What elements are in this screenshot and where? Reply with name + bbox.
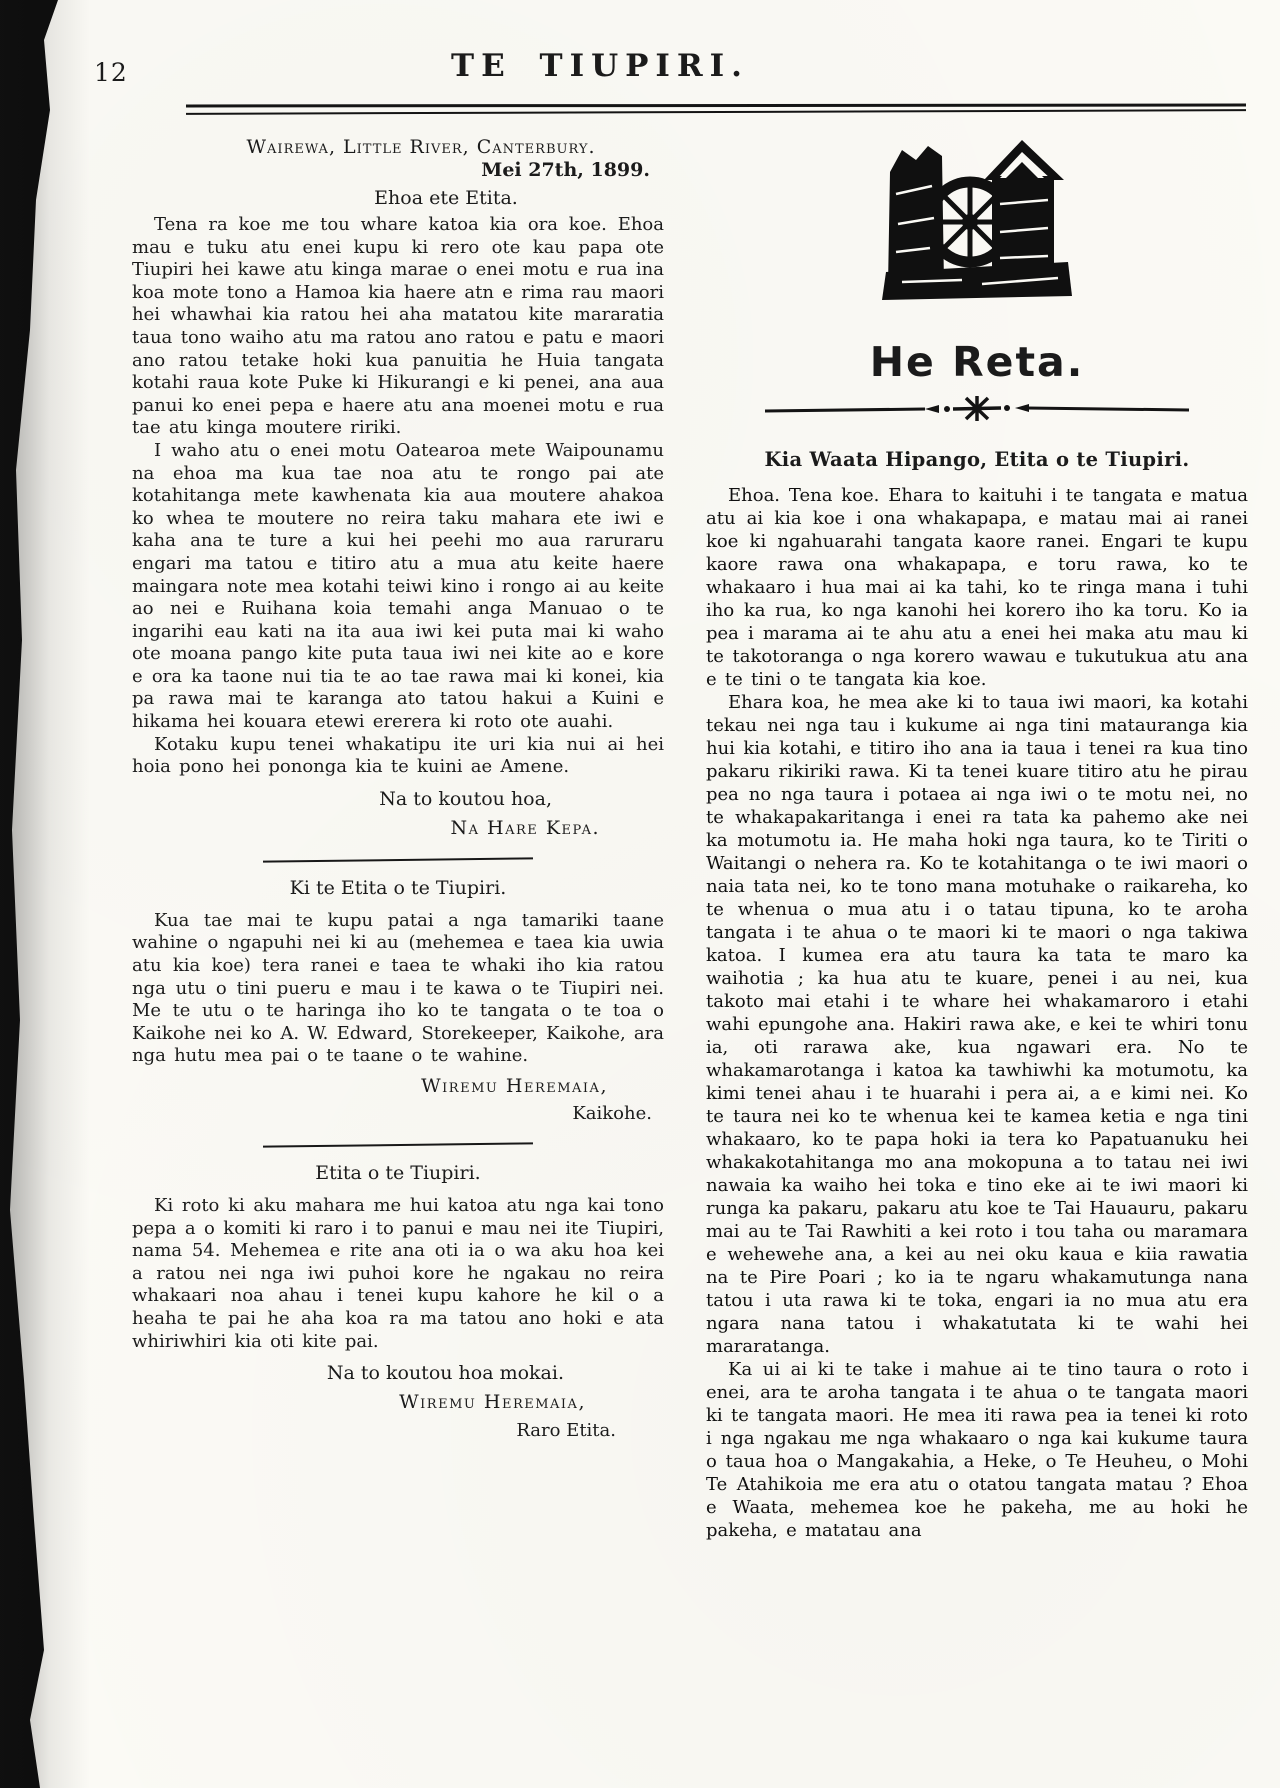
header-rule: [186, 103, 1246, 115]
paragraph: Tena ra koe me tou whare katoa kia ora koe. Ehoa mau e tuku atu enei kupu ki rero ote kau papa ote Tiupiri hei kawe atu kinga marae o enei motu e rua ina koa mote tono a Hamoa kia haere atn e rima rau maori hei whawhai kia ratou hei aha matatou kite mararatia taua tono waiho atu ma ratou ano ratou e patu e maori ano ratou tetake hoki kua panuitia he Huia tangata kotahi raua kote Puke ki Hikurangi e ki penei, ana aua panui ko enei pepa e haere atu ana moenei motu e rua tae atu kinga moutere ririki.: [132, 214, 664, 439]
letter-signature-place: Kaikohe.: [572, 1103, 652, 1124]
right-column: [706, 120, 1248, 1785]
star-ornament-icon: [757, 394, 1197, 424]
letter-dateline-place: Wairewa, Little River, Canterbury.: [246, 136, 596, 158]
scan-edge-artifact: [0, 0, 62, 1788]
letter-salutation: Ehoa ete Etita.: [374, 187, 518, 209]
section-title: He Reta.: [869, 338, 1085, 386]
paragraph: Ehara koa, he mea ake ki to taua iwi maori, ka kotahi tekau nei nga tau i kukume ai nga tini matauranga kia hui kia kotahi, e titiro iho ana ia taua i tenei ra kua tino pakaru rikiriki rawa. Ki ta tenei kuare titiro atu he pirau pea no nga taura i potaea ai nga iwi o te motu nei, no te whakapakaritanga i enei ra tata ka pahemo ake nei ka motumotu ia. He maha hoki nga taura, ko te Tiriti o Waitangi o nehera ra. Ko te kotahitanga o te iwi maori o naia tata nei, ko te tono mana motuhake o raikareha, ko te whenua o mua atu i o tatau tipuna, ko te aroha tangata i te ahua o te maori ki te maori o nga takiwa katoa. I kumea era atu taura ka tata te maro ka waihotia ; ka hua atu te kuare, penei i au nei, kua takoto mai etahi i te whare hei whakamaroro i etahi wahi epungohe ana. Hakiri rawa ake, e kei te whiri tonu ia, oti rarawa ake, kua ngawari era. No te whakamarotanga i katoa ka tawhiwhi ka motumotu, ka kimi tenei ahau i te huarahi i pera ai, a e kimi nei. Ko te taura nei ko te whenua kei te kamea ketia e nga tini whakaaro, ko te papa hoki ia tera ko Papatuanuku hei whakakotahitanga mo ana mokopuna a to tatau nei iwi nawaia ka waiho hei toka e tino eke ai te iwi maori ki runga ka pakaru, pakaru atu koe te Tai Hauauru, pakaru mai au te Tai Rawhiti a kei roto i tou taha ou maramara e wehewehe ana, a kei au nei oku kaua e kiia rawatia na te Pire Poari ; ko ia te ngaru whakamutunga nana tatou i uta rawa ki te toka, engari ia no mua atu era ngara nana tatou i whakatutata ki te wahi hei mararatanga.: [706, 692, 1248, 1357]
section-divider: [263, 857, 533, 862]
paragraph: Ka ui ai ki te take i mahue ai te tino taura o roto i enei, ara te aroha tangata i te ahua o te tangata maori ki te tangata maori. He mea iti rawa pea ia tenei ki roto i nga ngakau me nga whakaaro o nga kai kukume taura o taua hoa o Mangakahia, a Heke, o Te Heuheu, o Mohi Te Atahikoia me era atu o otatou tangata matau ? Ehoa e Waata, mehemea koe he pakeha, me au hoki he pakeha, e matatau ana: [706, 1359, 1248, 1541]
left-column: [132, 136, 664, 1736]
letter-signature: Wiremu Heremaia,: [421, 1075, 608, 1097]
ornamental-divider: [706, 394, 1248, 428]
paragraph: Ehoa. Tena koe. Ehara to kaituhi i te tangata e matua atu ai kia koe i ona whakapapa, e matau mai ai ranei koe ki ngahuarahi tangata kaore ranei. Engari te kupu kaore rawa ona whakapapa, e toru rawa, ko te whakaaro i hua mai ai ka tahi, ko te ringa mana i tuhi iho ka rua, ko nga kanohi hei korero iho ka toru. Ko ia pea i marama ai te ahu atu a enei hei maka atu mau ki te takotoranga o nga korero wawau e tukutukua atu ana e te tini o te tangata kia koe.: [706, 485, 1248, 690]
letter-signature: Na Hare Kepa.: [450, 816, 600, 839]
watermill-woodcut-illustration: [706, 134, 1248, 328]
letter-dateline-date: Mei 27th, 1899.: [481, 159, 650, 181]
paragraph: I waho atu o enei motu Oatearoa mete Waipounamu na ehoa ma kua tae noa atu te rongo pai ate kotahitanga mete kawhenata kia aua moutere ahakoa ko whea te moutere no reira taku mahara ete iwi e kaha ana te ture a kui hei peehi mo aua raruraru engari ma tatou e titiro atu a mua atu keite haere maingara note mea kotahi teiwi kino i rongo ai au keite ao nei e Ruihana koia temahi anga Manuao o te ingarihi eau kati na ita aua iwi kei puta mai ki waho ote moana pango kite puta taua iwi nei kite ao e kore e ora ka taone nui tia te ao tae rawa mai ki konei, kia pa rawa mai te karanga ato tatou hakui a Kuini e hikama hei kouara etewi ererera ki roto ote auahi.: [132, 439, 664, 733]
letter-signoff: Na to koutou hoa mokai.: [326, 1362, 564, 1385]
paragraph: Kua tae mai te kupu patai a nga tamariki taane wahine o ngapuhi nei ki au (mehemea e taea kia uwia atu kia koe) tera ranei e taea te whaki iho kia ratou nga utu o tini pueru e mau i te kawa o te Tiupiri nei. Me te utu o te haringa iho ko te tangata o te toa o Kaikohe nei ko A. W. Edward, Storekeeper, Kaikohe, ara nga hutu mea pai o te taane o te wahine.: [132, 909, 664, 1067]
letter-signoff: Na to koutou hoa,: [379, 787, 552, 810]
letter-heading: Ki te Etita o te Tiupiri.: [289, 876, 507, 899]
masthead-title: TE TIUPIRI.: [451, 48, 749, 84]
paragraph: Kotaku kupu tenei whakatipu ite uri kia nui ai hei hoia pono hei pononga kia te kuini ae Amene.: [132, 733, 664, 778]
letter-heading: Kia Waata Hipango, Etita o te Tiupiri.: [764, 448, 1190, 471]
page-number: 12: [94, 58, 128, 87]
letter-heading: Etita o te Tiupiri.: [315, 1162, 481, 1184]
letter-signature-role: Raro Etita.: [516, 1420, 616, 1442]
letter-signature: Wiremu Heremaia,: [399, 1391, 586, 1414]
section-divider: [263, 1142, 533, 1147]
paragraph: Ki roto ki aku mahara me hui katoa atu nga kai tono pepa a o komiti ki raro i to panui e mau nei ite Tiupiri, nama 54. Mehemea e rite ana oti ia o wa aku hoa kei a ratou nei nga iwi puhoi kore he ngakau no reira whakaari noa ahau i tenei kupu kahore he kil o a heaha te pai he aha koa ra ma tatou ano hoki e ata whiriwhiri kia oti kite pai.: [132, 1195, 664, 1352]
